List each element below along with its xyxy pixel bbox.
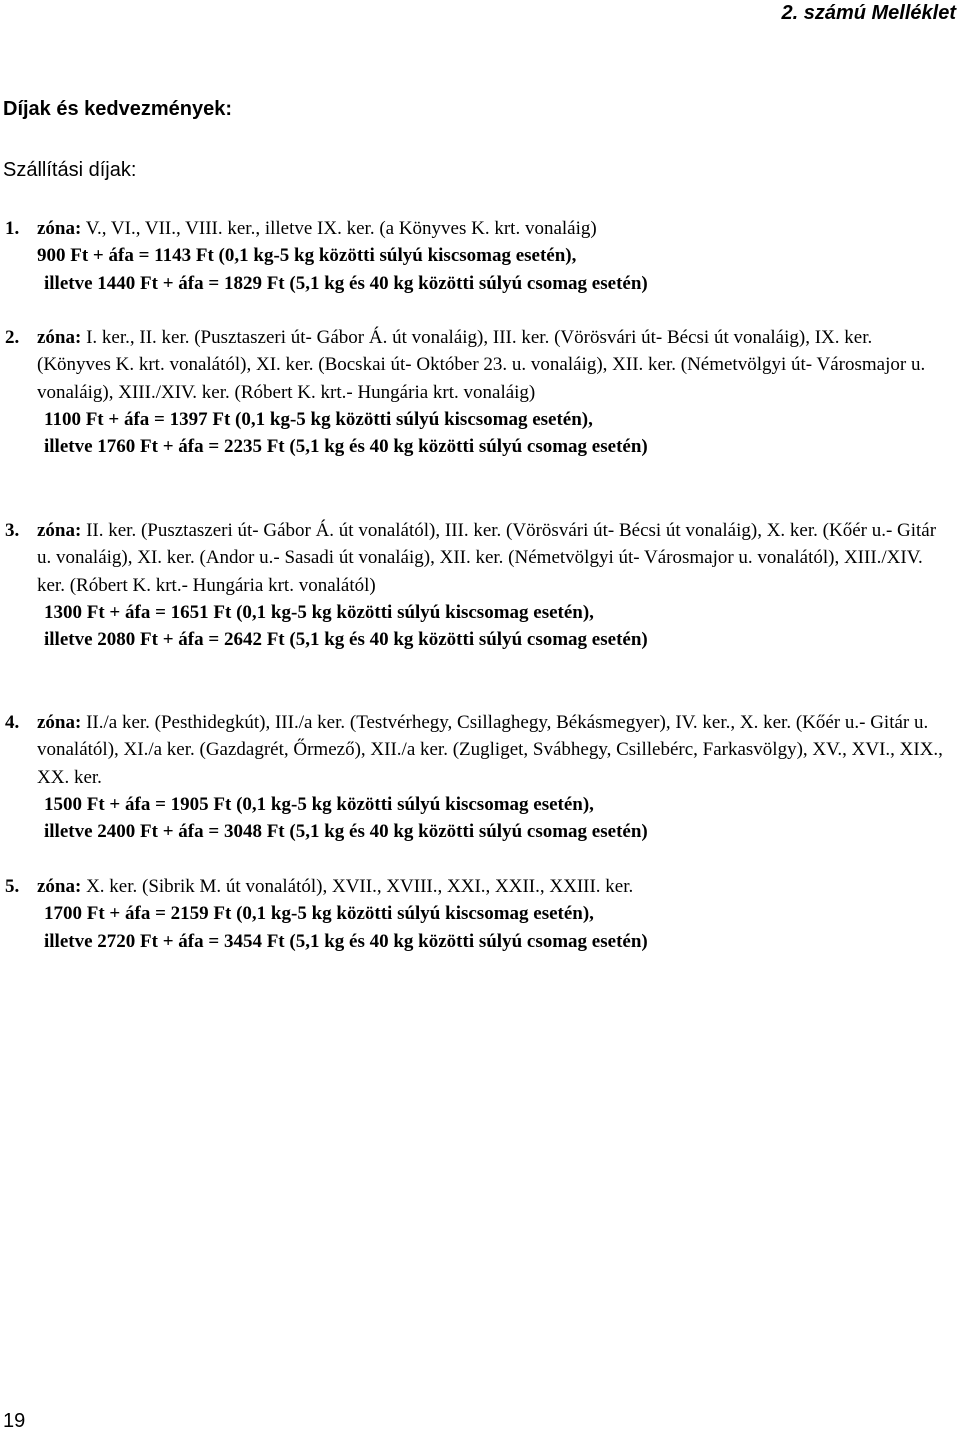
zone-5 [5, 873, 950, 955]
zone-description [37, 873, 950, 900]
zone-1 [5, 215, 950, 297]
zone-number: 3. [5, 520, 20, 541]
zone-areas: V., VI., VII., VIII. ker., illetve IX. ker. (a Könyves K. krt. vonaláig) [85, 218, 597, 239]
price-large-package: illetve 2080 Ft + áfa = 2642 Ft (5,1 kg és 40 kg közötti súlyú csomag esetén) [44, 629, 648, 651]
zone-label: zóna: [37, 520, 82, 541]
zone-4 [5, 709, 950, 845]
zone-number: 2. [5, 327, 20, 348]
zone-description [37, 517, 950, 599]
zone-areas: II./a ker. (Pesthidegkút), III./a ker. (Testvérhegy, Csillaghegy, Békásmegyer), IV. ker., X. ker. (Kőér u.- Gitár u. vonalától), XI./a ker. (Gazdagrét, Őrmező), XII./a ker. (Zugliget, Svábhegy, Csillebérc, Farkasvölgy), XV., XVI., XIX., XX. ker. [37, 712, 943, 788]
zone-label: zóna: [37, 876, 82, 897]
price-large-package: illetve 1760 Ft + áfa = 2235 Ft (5,1 kg és 40 kg közötti súlyú csomag esetén) [44, 436, 648, 458]
page-title: Díjak és kedvezmények: [3, 98, 233, 120]
zone-areas: I. ker., II. ker. (Pusztaszeri út- Gábor Á. út vonaláig), III. ker. (Vörösvári út- Bécsi út vonaláig), IX. ker. (Könyves K. krt. vonalától), XI. ker. (Bocskai út- Október 23. u. vonaláig), XII. ker. (Németvölgyi út- Városmajor u. vonaláig), XIII./XIV. ker. (Róbert K. krt.- Hungária krt. vonaláig) [37, 327, 926, 403]
price-large-package: illetve 2720 Ft + áfa = 3454 Ft (5,1 kg és 40 kg közötti súlyú csomag esetén) [44, 930, 648, 952]
price-small-package: 1300 Ft + áfa = 1651 Ft (0,1 kg-5 kg közötti súlyú kiscsomag esetén), [44, 601, 594, 623]
zone-description [37, 324, 950, 406]
section-subtitle: Szállítási díjak: [3, 159, 137, 181]
zone-description [37, 709, 950, 791]
price-small-package: 1100 Ft + áfa = 1397 Ft (0,1 kg-5 kg közötti súlyú kiscsomag esetén), [44, 408, 593, 430]
zone-label: zóna: [37, 712, 82, 733]
zone-description [37, 215, 950, 242]
zone-number: 5. [5, 876, 20, 897]
price-large-package: illetve 1440 Ft + áfa = 1829 Ft (5,1 kg és 40 kg közötti súlyú csomag esetén) [44, 272, 648, 294]
annex-title: 2. számú Melléklet [781, 2, 956, 24]
price-small-package: 1500 Ft + áfa = 1905 Ft (0,1 kg-5 kg közötti súlyú kiscsomag esetén), [44, 793, 594, 815]
zone-areas: X. ker. (Sibrik M. út vonalától), XVII., XVIII., XXI., XXII., XXIII. ker. [86, 876, 634, 897]
price-small-package: 900 Ft + áfa = 1143 Ft (0,1 kg-5 kg közötti súlyú kiscsomag esetén), [37, 245, 577, 267]
zone-number: 1. [5, 218, 20, 239]
zone-label: zóna: [37, 218, 82, 239]
zone-3 [5, 517, 950, 653]
price-small-package: 1700 Ft + áfa = 2159 Ft (0,1 kg-5 kg közötti súlyú kiscsomag esetén), [44, 903, 594, 925]
zone-2 [5, 324, 950, 460]
zone-areas: II. ker. (Pusztaszeri út- Gábor Á. út vonalától), III. ker. (Vörösvári út- Bécsi út vonaláig), X. ker. (Kőér u.- Gitár u. vonaláig), XI. ker. (Andor u.- Sasadi út vonaláig), XII. ker. (Németvölgyi út- Városmajor u. vonalától), XIII./XIV. ker. (Róbert K. krt.- Hungária krt. vonalától) [37, 520, 937, 596]
page-number: 19 [3, 1410, 26, 1432]
zone-number: 4. [5, 712, 20, 733]
price-large-package: illetve 2400 Ft + áfa = 3048 Ft (5,1 kg és 40 kg közötti súlyú csomag esetén) [44, 821, 648, 843]
zone-label: zóna: [37, 327, 82, 348]
